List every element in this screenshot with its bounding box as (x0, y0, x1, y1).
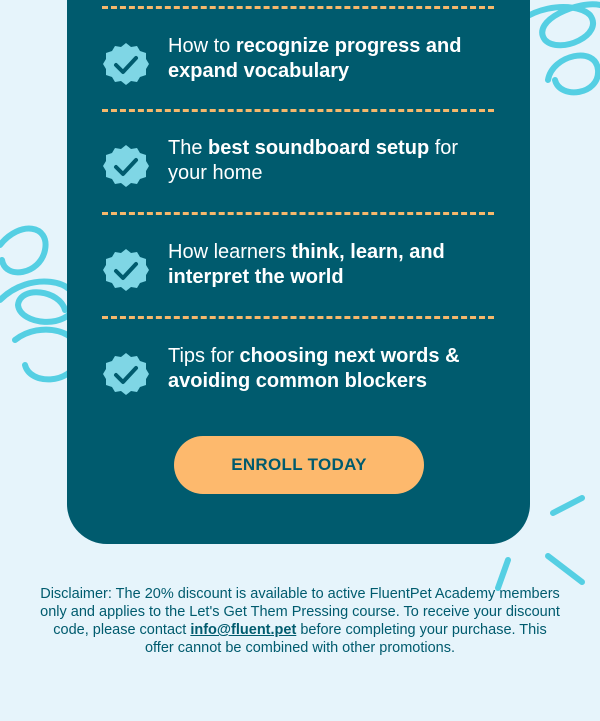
burst-line-1 (553, 498, 582, 513)
benefit-text-regular: The (168, 137, 209, 159)
checkmark-badge-icon (102, 40, 150, 88)
dashed-divider (102, 212, 494, 215)
benefit-text (168, 344, 488, 394)
benefit-text-regular: Tips for (168, 345, 240, 367)
benefit-text (168, 240, 488, 290)
benefit-text-regular: How to (168, 35, 236, 57)
benefit-item-2 (102, 136, 502, 196)
benefit-text-bold: recognize progress and expand vocabulary (168, 35, 462, 82)
benefit-text-bold: choosing next words & avoiding common blockers (168, 345, 460, 392)
benefit-text-regular: for your home (168, 137, 459, 184)
disclaimer-text-part: before completing your purchase. This offer cannot be combined with other promotions. (144, 622, 547, 656)
benefit-text-bold: best soundboard setup (208, 137, 430, 159)
burst-line-2 (548, 556, 582, 582)
disclaimer-text (40, 585, 560, 657)
dashed-divider (102, 316, 494, 319)
disclaimer-text-part: Disclaimer: The 20% discount is available to active FluentPet Academy members only and applies to the Let's Get Them Pressing course. To receive your discount code, please contact (40, 586, 560, 638)
benefit-item-3 (102, 240, 502, 300)
benefit-text (168, 136, 488, 186)
benefit-item-1 (102, 34, 502, 94)
checkmark-badge-icon (102, 350, 150, 398)
benefit-text (168, 34, 488, 84)
contact-email-link[interactable]: info@fluent.pet (190, 622, 297, 638)
benefits-card (67, 0, 530, 544)
enroll-today-button[interactable]: ENROLL TODAY (174, 436, 424, 494)
checkmark-badge-icon (102, 142, 150, 190)
benefit-text-regular: How learners (168, 241, 292, 263)
burst-line-3 (498, 560, 508, 588)
dashed-divider (102, 109, 494, 112)
dashed-divider (102, 6, 494, 9)
benefit-item-4 (102, 344, 502, 404)
checkmark-badge-icon (102, 246, 150, 294)
benefit-text-bold: think, learn, and interpret the world (168, 241, 445, 288)
